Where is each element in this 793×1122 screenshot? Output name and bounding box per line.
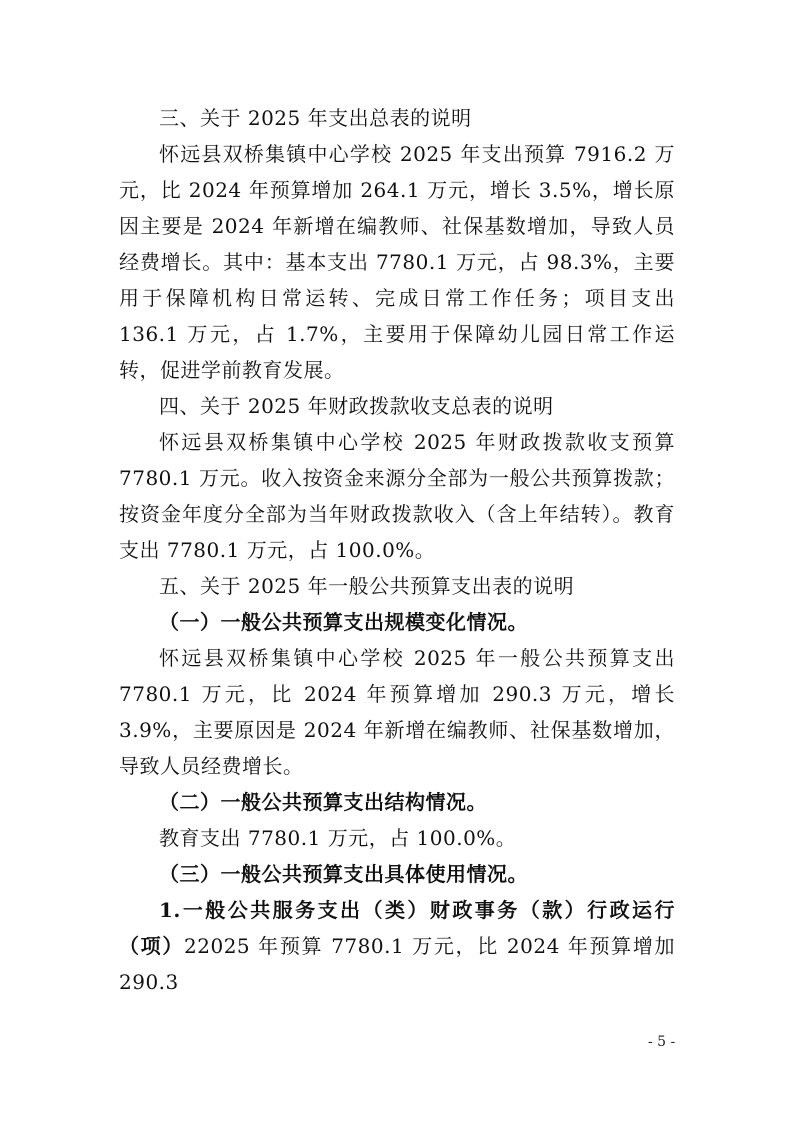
subsection-1-paragraph: 怀远县双桥集镇中心学校 2025 年一般公共预算支出 7780.1 万元，比 2024 年预算增加 290.3 万元，增长 3.9%，主要原因是 2024 年新增在编教师、社保基数增加，导致人员经费增长。: [119, 646, 675, 778]
page-number: - 5 -: [648, 1034, 676, 1050]
subsection-3-heading: （三）一般公共预算支出具体使用情况。: [159, 862, 528, 886]
item-1-paragraph: [119, 892, 675, 1000]
subsection-2-heading: （二）一般公共预算支出结构情况。: [159, 790, 487, 814]
section-4-heading: 四、关于 2025 年财政拨款收支总表的说明: [159, 394, 554, 418]
subsection-2-paragraph: 教育支出 7780.1 万元，占 100.0%。: [159, 826, 517, 850]
section-4-paragraph: 怀远县双桥集镇中心学校 2025 年财政拨款收支预算 7780.1 万元。收入按资金来源分全部为一般公共预算拨款；按资金年度分全部为当年财政拨款收入（含上年结转）。教育支出 7780.1 万元，占 100.0%。: [119, 430, 675, 562]
section-3-paragraph: 怀远县双桥集镇中心学校 2025 年支出预算 7916.2 万元，比 2024 年预算增加 264.1 万元，增长 3.5%，增长原因主要是 2024 年新增在编教师、社保基数增加，导致人员经费增长。其中：基本支出 7780.1 万元，占 98.3%，主要用于保障机构日常运转、完成日常工作任务；项目支出 136.1 万元，占 1.7%，主要用于保障幼儿园日常工作运转，促进学前教育发展。: [119, 142, 675, 382]
item-1-lead: 1.一般公共服务支出（类）财政事务（款）行政运行（项）: [119, 898, 675, 958]
item-1-body: 22025 年预算 7780.1 万元，比 2024 年预算增加 290.3: [119, 934, 676, 994]
section-5-heading: 五、关于 2025 年一般公共预算支出表的说明: [159, 574, 575, 598]
document-body: [119, 100, 675, 1000]
section-3-heading: 三、关于 2025 年支出总表的说明: [159, 106, 472, 130]
subsection-1-heading: （一）一般公共预算支出规模变化情况。: [159, 610, 528, 634]
